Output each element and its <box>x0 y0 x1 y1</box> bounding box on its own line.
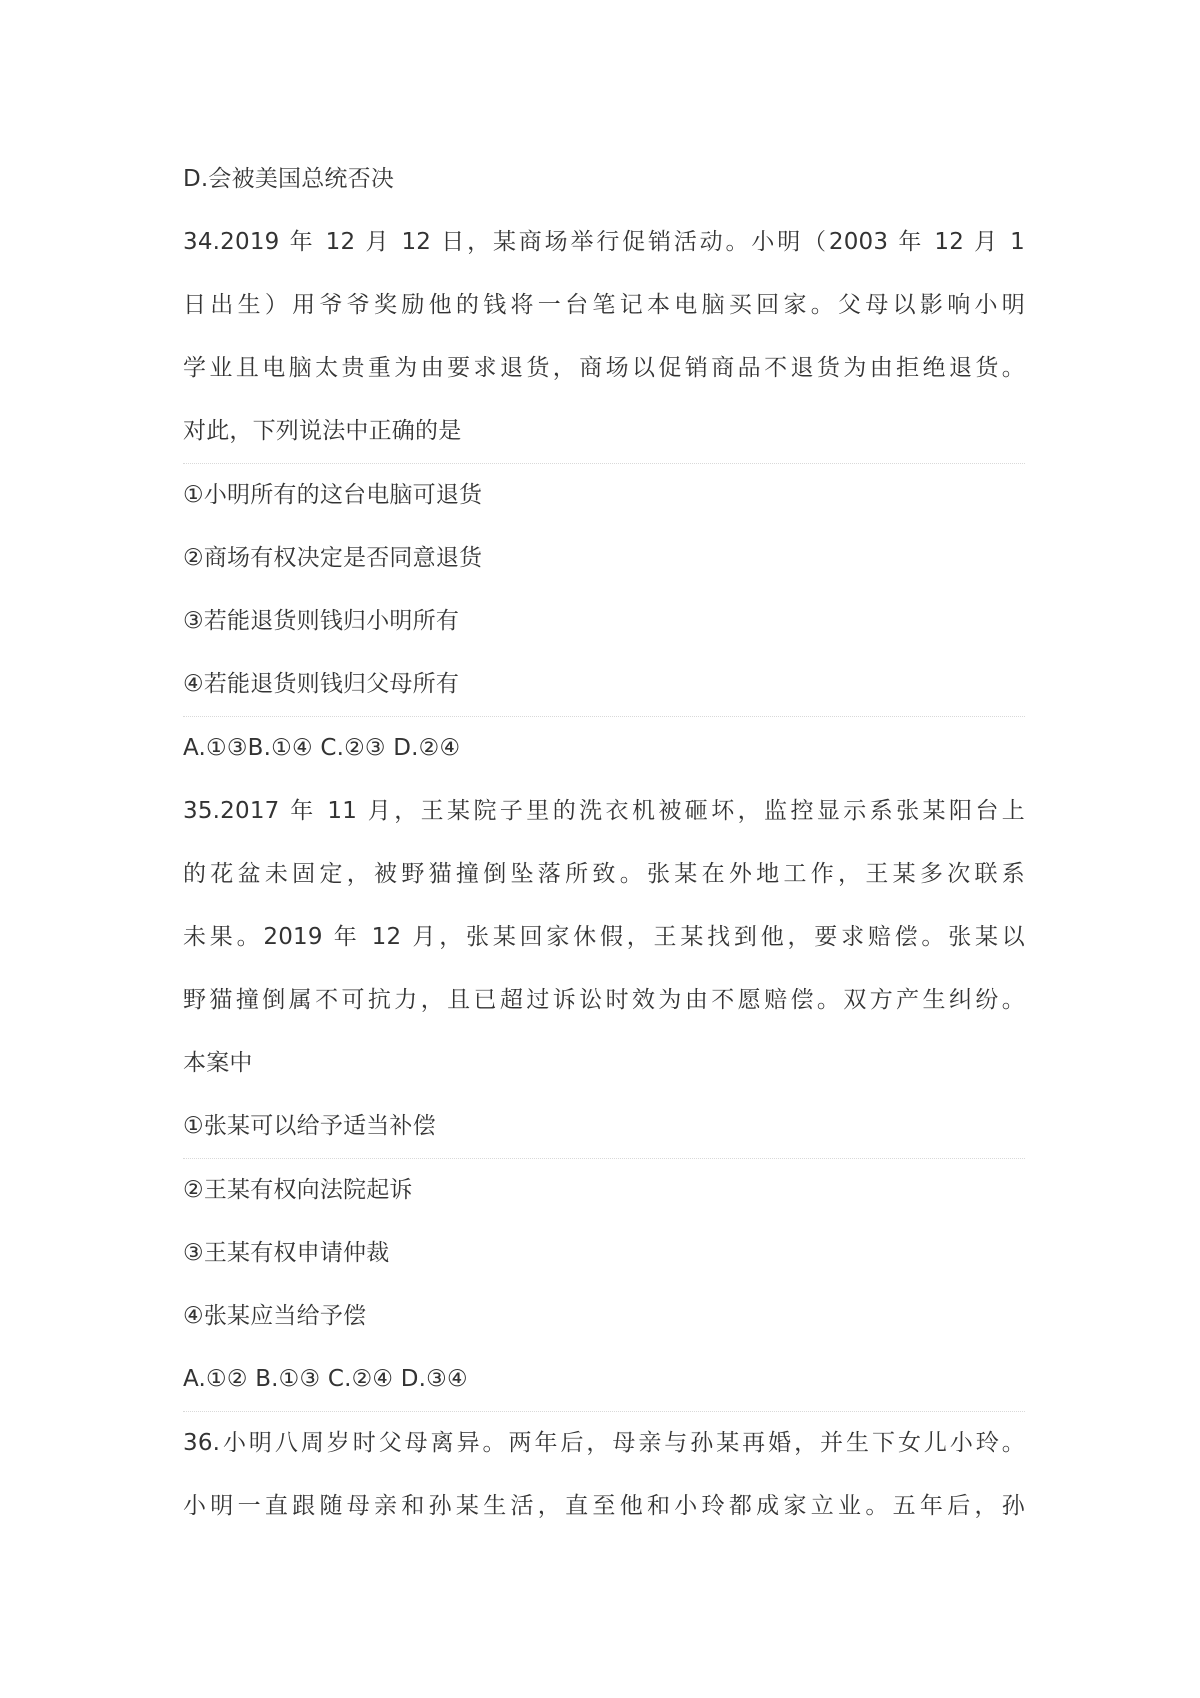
answer-options-q34: A.①③B.①④ C.②③ D.②④ <box>183 716 1025 780</box>
document-page <box>183 148 1025 1538</box>
statement-1-q35: ①张某可以给予适当补偿 <box>183 1113 436 1139</box>
question-34-line-4: 对此，下列说法中正确的是 <box>183 418 462 444</box>
question-35-line-3: 未果。2019 年 12 月，张某回家休假，王某找到他，要求赔偿。张某以 <box>183 924 1025 950</box>
question-34-line-3: 学业且电脑太贵重为由要求退货，商场以促销商品不退货为由拒绝退货。 <box>183 355 1025 381</box>
question-35-line-5: 本案中 <box>183 1050 253 1076</box>
question-36-line-2: 小明一直跟随母亲和孙某生活，直至他和小玲都成家立业。五年后，孙 <box>183 1493 1025 1519</box>
statement-4-q35: ④张某应当给予偿 <box>183 1303 367 1329</box>
question-35-line-1: 35.2017 年 11 月，王某院子里的洗衣机被砸坏，监控显示系张某阳台上 <box>183 798 1025 824</box>
question-34-line-2: 日出生）用爷爷奖励他的钱将一台笔记本电脑买回家。父母以影响小明 <box>183 292 1025 318</box>
statement-4-q34: ④若能退货则钱归父母所有 <box>183 671 460 697</box>
answer-options-q35: A.①② B.①③ C.②④ D.③④ <box>183 1366 468 1392</box>
statement-3-q35: ③王某有权申请仲裁 <box>183 1240 390 1266</box>
question-36-line-1: 36.小明八周岁时父母离异。两年后，母亲与孙某再婚，并生下女儿小玲。 <box>183 1411 1025 1475</box>
statement-3-q34: ③若能退货则钱归小明所有 <box>183 608 460 634</box>
question-35-line-4: 野猫撞倒属不可抗力，且已超过诉讼时效为由不愿赔偿。双方产生纠纷。 <box>183 987 1025 1013</box>
statement-2-q34: ②商场有权决定是否同意退货 <box>183 545 483 571</box>
statement-1-q34: ①小明所有的这台电脑可退货 <box>183 463 1025 527</box>
option-d-q33: D.会被美国总统否决 <box>183 166 395 192</box>
question-35-line-2: 的花盆未固定，被野猫撞倒坠落所致。张某在外地工作，王某多次联系 <box>183 861 1025 887</box>
question-34-line-1: 34.2019 年 12 月 12 日，某商场举行促销活动。小明（2003 年 12 月 1 <box>183 229 1025 255</box>
statement-2-q35: ②王某有权向法院起诉 <box>183 1158 1025 1222</box>
